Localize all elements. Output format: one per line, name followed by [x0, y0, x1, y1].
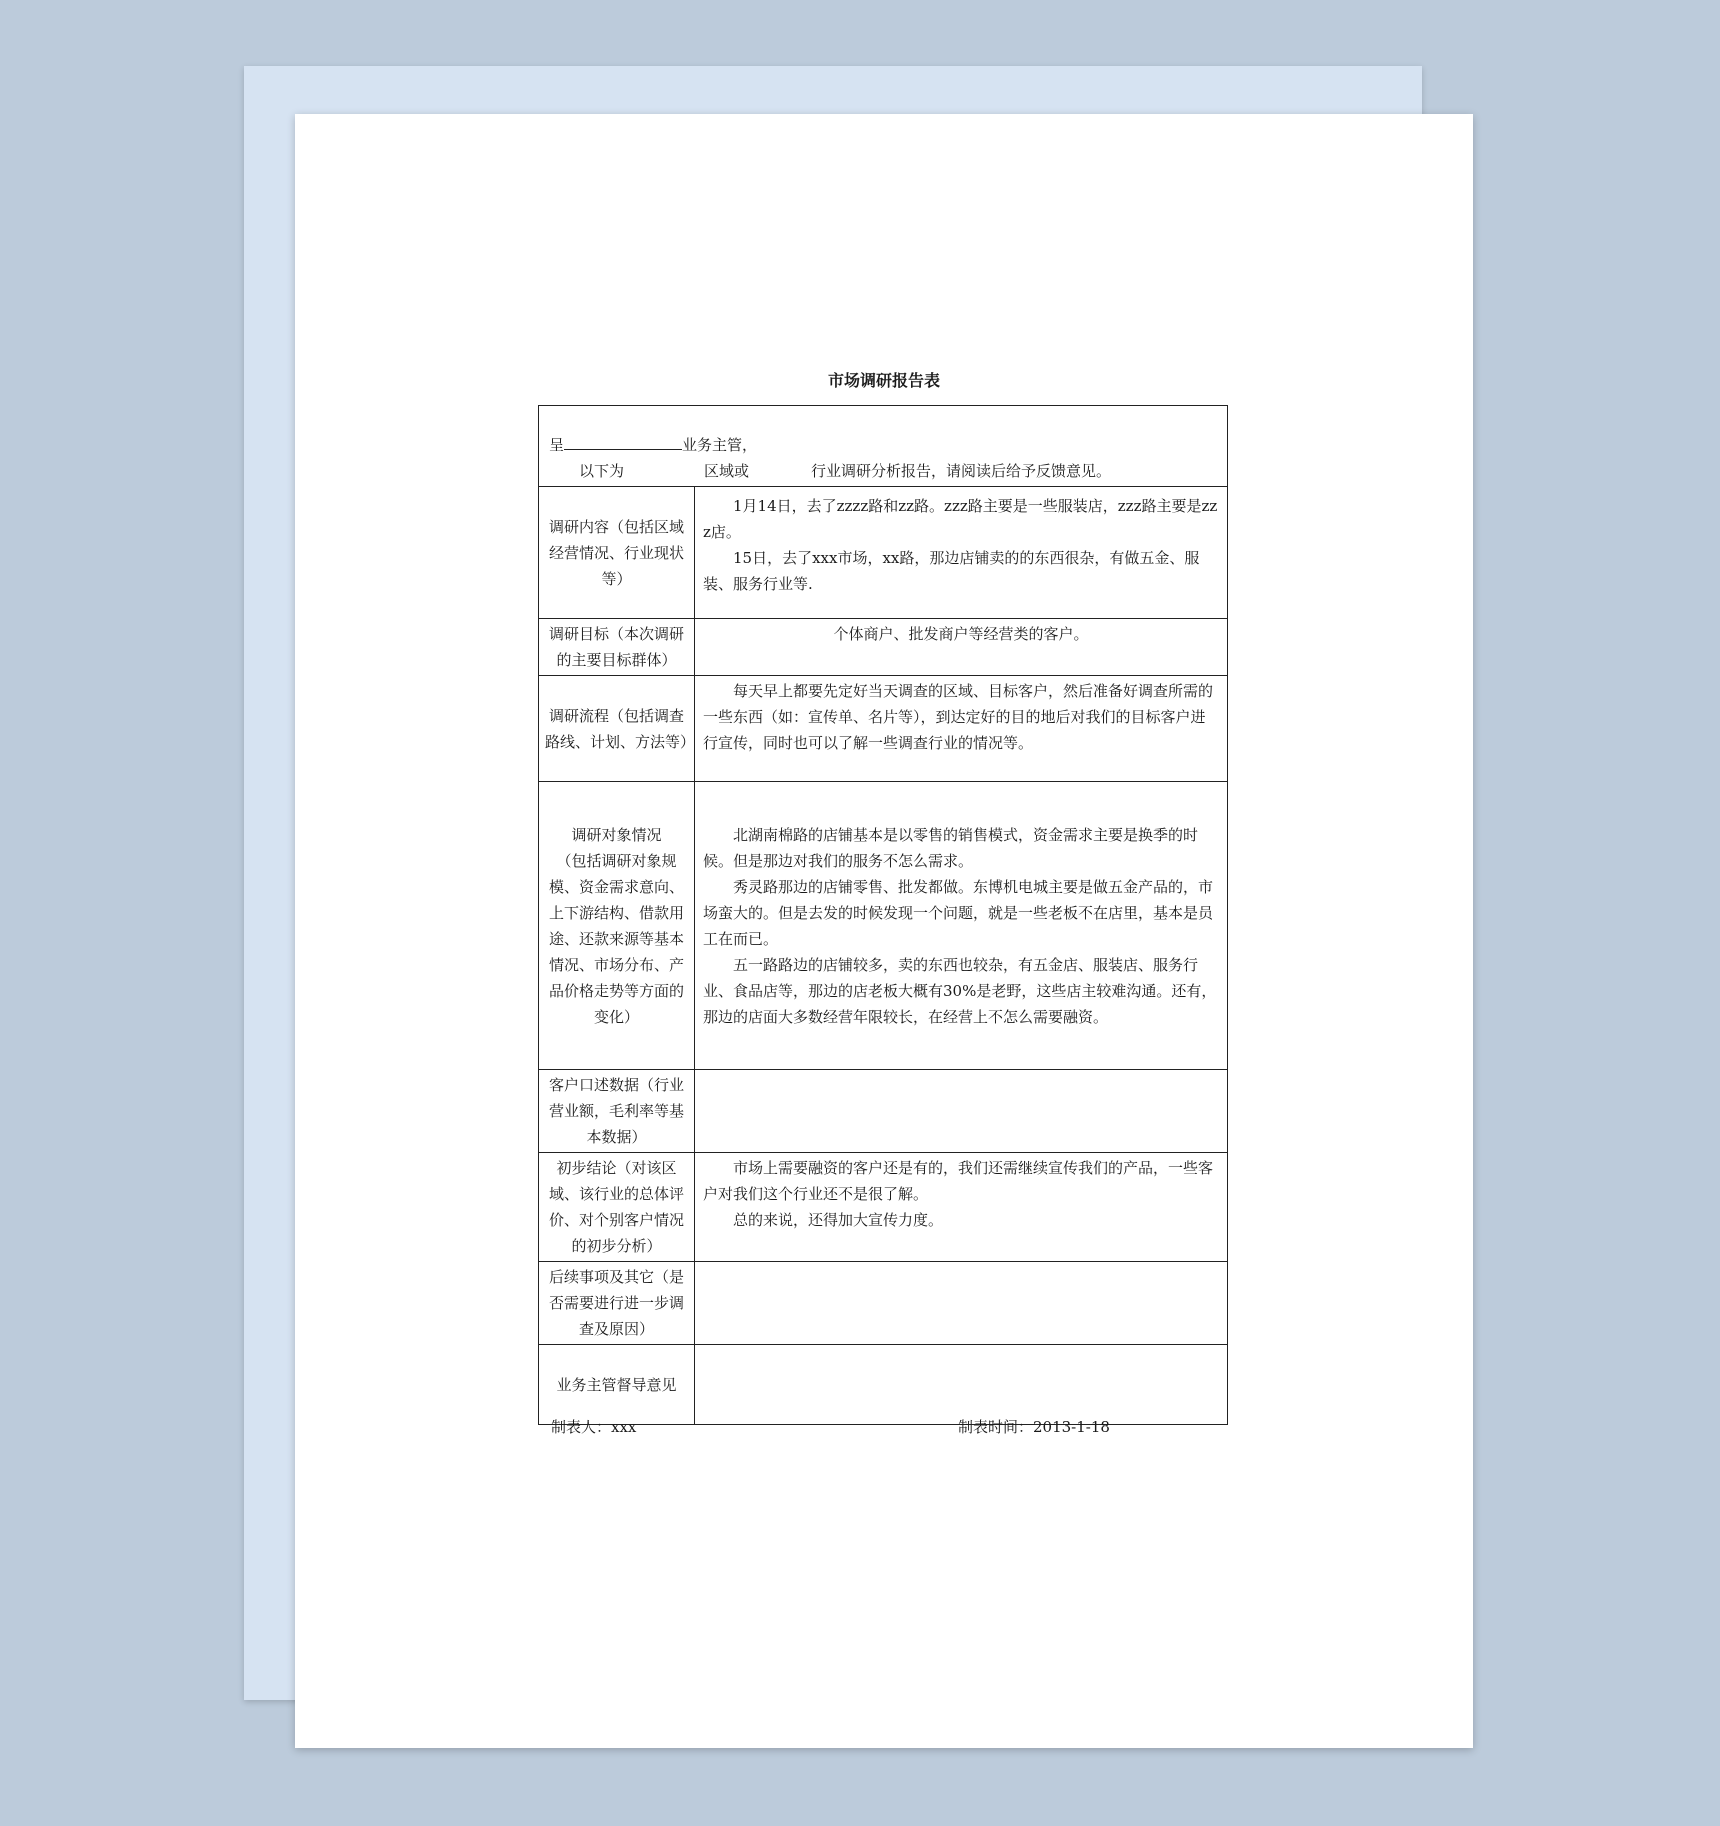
intro-text-c: 行业调研分析报告，请阅读后给予反馈意见。 [811, 462, 1112, 480]
report-form-table [538, 405, 1228, 1425]
addressee-prefix: 呈 [549, 436, 565, 454]
row-value-target [695, 619, 1228, 676]
content-paragraph: 1月14日，去了zzzz路和zz路。zzz路主要是一些服装店，zzz路主要是zzz店。 [703, 497, 1218, 541]
row-label-supervisor: 业务主管督导意见 [539, 1345, 695, 1425]
row-value-subject [695, 782, 1228, 1070]
table-row [539, 1262, 1228, 1345]
intro-text-a: 以下为 [579, 462, 625, 480]
addressee-row [539, 406, 1228, 487]
row-label-subject-title: 调研对象情况 [571, 825, 662, 844]
addressee-suffix: 业务主管， [682, 436, 758, 454]
addressee-line-2 [549, 458, 1217, 484]
document-title: 市场调研报告表 [827, 371, 940, 390]
content-paragraph: 秀灵路那边的店铺零售、批发都做。东博机电城主要是做五金产品的，市场蛮大的。但是去发的时候发现一个问题，就是一些老板不在店里，基本是员工在而已。 [703, 877, 1214, 948]
content-paragraph: 总的来说，还得加大宣传力度。 [733, 1211, 944, 1229]
table-row [539, 619, 1228, 676]
content-paragraph: 15日，去了xxx市场，xx路，那边店铺卖的的东西很杂，有做五金、服装、服务行业等. [703, 549, 1200, 593]
intro-text-b: 区域或 [704, 462, 750, 480]
table-row [539, 1070, 1228, 1153]
row-label-subject-detail: （包括调研对象规模、资金需求意向、上下游结构、借款用途、还款来源等基本情况、市场分布、产品价格走势等方面的变化） [548, 851, 684, 1026]
row-value-content [695, 487, 1228, 619]
addressee-line-1 [549, 432, 1217, 458]
addressee-blank [564, 433, 682, 450]
row-label-content: 调研内容（包括区域经营情况、行业现状等） [539, 487, 695, 619]
row-value-followup [695, 1262, 1228, 1345]
table-row [539, 676, 1228, 782]
row-label-process: 调研流程（包括调查路线、计划、方法等） [539, 676, 695, 782]
table-row [539, 1345, 1228, 1425]
content-paragraph: 北湖南棉路的店铺基本是以零售的销售模式，资金需求主要是换季的时候。但是那边对我们的服务不怎么需求。 [703, 825, 1199, 870]
table-row [539, 1153, 1228, 1262]
row-value-customer-data [695, 1070, 1228, 1153]
addressee-cell [539, 406, 1228, 487]
row-label-target: 调研目标（本次调研的主要目标群体） [539, 619, 695, 676]
row-label-subject [539, 782, 695, 1070]
row-value-conclusion [695, 1153, 1228, 1262]
table-row [539, 487, 1228, 619]
form-maker: 制表人：xxx [551, 1418, 637, 1436]
content-paragraph: 五一路路边的店铺较多，卖的东西也较杂，有五金店、服装店、服务行业、食品店等，那边的店老板大概有30%是老野，这些店主较难沟通。还有，那边的店面大多数经营年限较长，在经营上不怎么需要融资。 [703, 955, 1217, 1026]
content-paragraph: 个体商户、批发商户等经营类的客户。 [833, 625, 1089, 643]
content-paragraph: 市场上需要融资的客户还是有的，我们还需继续宣传我们的产品，一些客户对我们这个行业还不是很了解。 [703, 1159, 1214, 1203]
row-label-followup: 后续事项及其它（是否需要进行进一步调查及原因） [539, 1262, 695, 1345]
row-value-supervisor [695, 1345, 1228, 1425]
content-paragraph: 每天早上都要先定好当天调查的区域、目标客户，然后准备好调查所需的一些东西（如：宣传单、名片等），到达定好的目的地后对我们的目标客户进行宣传，同时也可以了解一些调查行业的情况等。 [703, 682, 1214, 752]
row-label-customer-data: 客户口述数据（行业营业额，毛利率等基本数据） [539, 1070, 695, 1153]
row-value-process [695, 676, 1228, 782]
row-label-conclusion: 初步结论（对该区域、该行业的总体评价、对个别客户情况的初步分析） [539, 1153, 695, 1262]
form-date: 制表时间：2013-1-18 [958, 1418, 1110, 1436]
table-row [539, 782, 1228, 1070]
document-page [295, 114, 1473, 1748]
